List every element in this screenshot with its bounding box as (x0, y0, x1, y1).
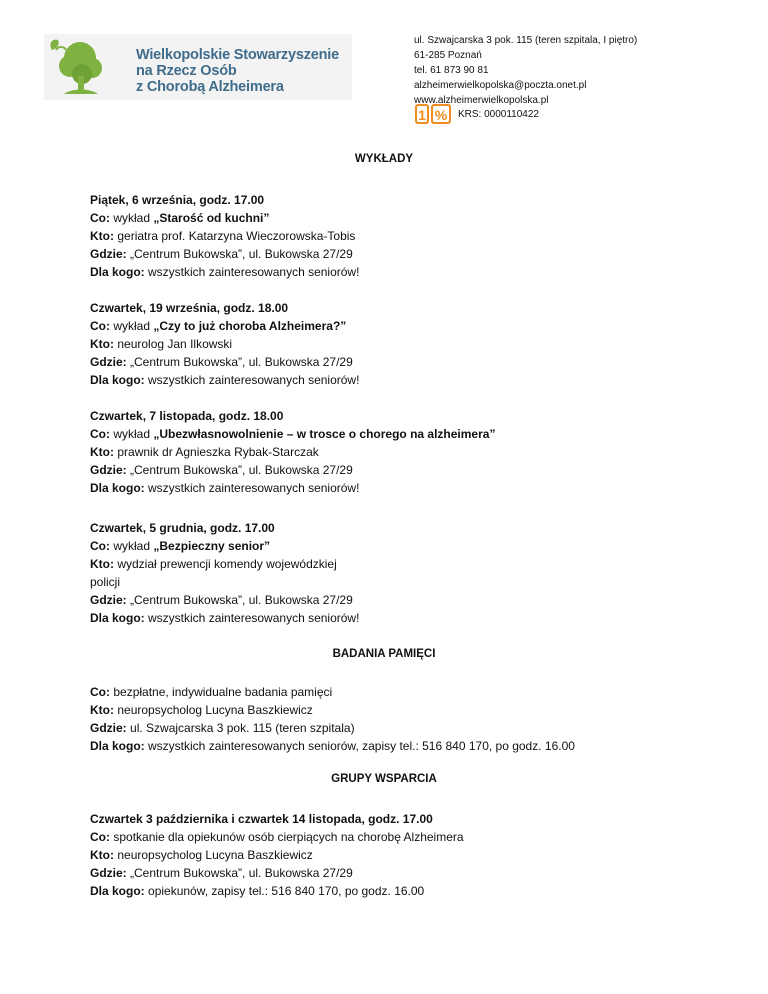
email-address: alzheimerwielkopolska@poczta.onet.pl (414, 80, 587, 91)
address-line-1: ul. Szwajcarska 3 pok. 115 (teren szpitala, I piętro) (414, 35, 638, 46)
lecture-speaker: neurolog Jan Ilkowski (117, 337, 233, 351)
lecture-audience: wszystkich zainteresowanych seniorów! (148, 481, 360, 495)
memory-location: ul. Szwajcarska 3 pok. 115 (teren szpitala) (130, 721, 355, 735)
one-percent-sign: % (431, 104, 451, 124)
dla-kogo-label: Dla kogo: (90, 373, 145, 387)
gdzie-label: Gdzie: (90, 593, 127, 607)
lecture-title: „Bezpieczny senior” (153, 539, 271, 553)
co-label: Co: (90, 539, 110, 553)
support-audience: opiekunów, zapisy tel.: 516 840 170, po godz. 16.00 (148, 884, 425, 898)
memory-description: bezpłatne, indywidualne badania pamięci (113, 685, 333, 699)
address-line-2: 61-285 Poznań (414, 50, 482, 61)
dla-kogo-label: Dla kogo: (90, 739, 145, 753)
dla-kogo-label: Dla kogo: (90, 611, 145, 625)
gdzie-label: Gdzie: (90, 355, 127, 369)
lecture-type: wykład (113, 427, 154, 441)
contact-info (414, 33, 637, 108)
memory-tests-heading: BADANIA PAMIĘCI (332, 648, 436, 660)
gdzie-label: Gdzie: (90, 247, 127, 261)
gdzie-label: Gdzie: (90, 463, 127, 477)
co-label: Co: (90, 427, 110, 441)
logo-line-1: Wielkopolskie Stowarzyszenie (136, 47, 339, 63)
lecture-date: Czwartek, 19 września, godz. 18.00 (90, 301, 289, 315)
gdzie-label: Gdzie: (90, 721, 127, 735)
lecture-location: „Centrum Bukowska”, ul. Bukowska 27/29 (130, 355, 353, 369)
memory-audience: wszystkich zainteresowanych seniorów, zapisy tel.: 516 840 170, po godz. 16.00 (148, 739, 575, 753)
one-percent-icon (414, 103, 452, 125)
kto-label: Kto: (90, 337, 114, 351)
memory-specialist: neuropsycholog Lucyna Baszkiewicz (117, 703, 313, 717)
krs-row (414, 103, 539, 125)
lecture-date: Czwartek, 7 listopada, godz. 18.00 (90, 409, 284, 423)
krs-number: KRS: 0000110422 (458, 108, 539, 120)
support-specialist: neuropsycholog Lucyna Baszkiewicz (117, 848, 313, 862)
kto-label: Kto: (90, 848, 114, 862)
one-percent-digit: 1 (415, 104, 429, 124)
lecture-date: Czwartek, 5 grudnia, godz. 17.00 (90, 521, 275, 535)
kto-label: Kto: (90, 557, 114, 571)
lecture-entry-2 (90, 299, 359, 389)
support-description: spotkanie dla opiekunów osób cierpiących na chorobę Alzheimera (113, 830, 464, 844)
co-label: Co: (90, 685, 110, 699)
lecture-type: wykład (113, 211, 154, 225)
lecture-entry-1 (90, 191, 359, 281)
website-url: www.alzheimerwielkopolska.pl (414, 95, 549, 106)
organization-logo (44, 34, 352, 100)
co-label: Co: (90, 830, 110, 844)
lecture-date: Piątek, 6 września, godz. 17.00 (90, 193, 265, 207)
co-label: Co: (90, 211, 110, 225)
lecture-entry-4 (90, 519, 359, 627)
support-location: „Centrum Bukowska”, ul. Bukowska 27/29 (130, 866, 353, 880)
lecture-type: wykład (113, 539, 154, 553)
phone-number: tel. 61 873 90 81 (414, 65, 489, 76)
lecture-title: „Ubezwłasnowolnienie – w trosce o chorego na alzheimera” (153, 427, 496, 441)
support-groups-heading: GRUPY WSPARCIA (331, 773, 437, 785)
memory-tests-entry (90, 683, 575, 755)
logo-line-3: z Chorobą Alzheimera (136, 79, 284, 95)
co-label: Co: (90, 319, 110, 333)
dla-kogo-label: Dla kogo: (90, 265, 145, 279)
gdzie-label: Gdzie: (90, 866, 127, 880)
kto-label: Kto: (90, 445, 114, 459)
lecture-location: „Centrum Bukowska”, ul. Bukowska 27/29 (130, 247, 353, 261)
lecture-audience: wszystkich zainteresowanych seniorów! (148, 373, 360, 387)
lecture-audience: wszystkich zainteresowanych seniorów! (148, 265, 360, 279)
lecture-title: „Starość od kuchni” (153, 211, 270, 225)
lecture-speaker: wydział prewencji komendy wojewódzkiej (117, 557, 337, 571)
lecture-title: „Czy to już choroba Alzheimera?” (153, 319, 347, 333)
kto-label: Kto: (90, 703, 114, 717)
lecture-audience: wszystkich zainteresowanych seniorów! (148, 611, 360, 625)
dla-kogo-label: Dla kogo: (90, 884, 145, 898)
tree-logo-icon (46, 36, 106, 98)
dla-kogo-label: Dla kogo: (90, 481, 145, 495)
lecture-location: „Centrum Bukowska”, ul. Bukowska 27/29 (130, 463, 353, 477)
lecture-entry-3 (90, 407, 495, 497)
kto-label: Kto: (90, 229, 114, 243)
support-date: Czwartek 3 października i czwartek 14 listopada, godz. 17.00 (90, 812, 433, 826)
lecture-speaker: prawnik dr Agnieszka Rybak-Starczak (117, 445, 319, 459)
logo-line-2: na Rzecz Osób (136, 63, 237, 79)
lecture-speaker-continued: policji (90, 575, 121, 589)
lecture-type: wykład (113, 319, 154, 333)
lecture-speaker: geriatra prof. Katarzyna Wieczorowska-Tobis (117, 229, 356, 243)
support-group-entry (90, 810, 464, 900)
lecture-location: „Centrum Bukowska”, ul. Bukowska 27/29 (130, 593, 353, 607)
lectures-heading: WYKŁADY (354, 153, 414, 165)
